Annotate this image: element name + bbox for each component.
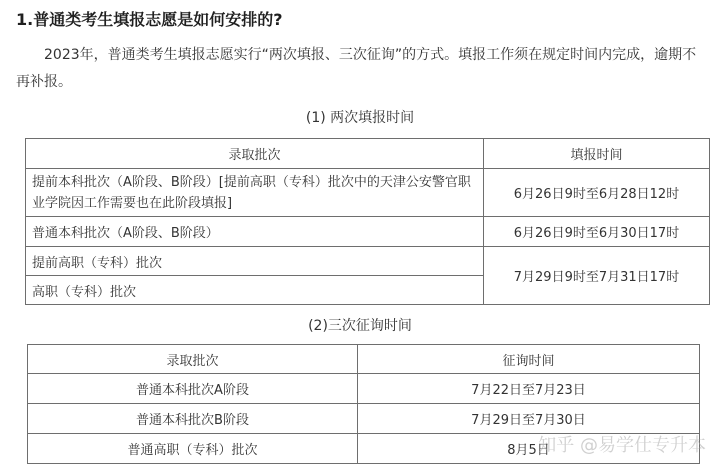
section-heading: 1.普通类考生填报志愿是如何安排的? xyxy=(16,10,283,29)
batch-cell: 提前高职（专科）批次 xyxy=(26,247,484,276)
time-cell: 7月29日至7月30日 xyxy=(358,404,700,434)
watermark: 知乎 @易学仕专升本 xyxy=(538,435,706,456)
batch-cell: 普通本科批次B阶段 xyxy=(28,404,358,434)
table2-caption: (2)三次征询时间 xyxy=(308,318,412,334)
batch-cell: 高职（专科）批次 xyxy=(26,276,484,305)
batch-cell: 提前本科批次（A阶段、B阶段）[提前高职（专科）批次中的天津公安警官职业学院因工作需要也在此阶段填报] xyxy=(26,169,484,217)
batch-cell: 普通高职（专科）批次 xyxy=(28,434,358,464)
time-cell: 8月5日 xyxy=(358,434,700,464)
column-header-time: 征询时间 xyxy=(358,345,700,374)
intro-paragraph: 2023年，普通类考生填报志愿实行“两次填报、三次征询”的方式。填报工作须在规定时间内完成，逾期不再补报。 xyxy=(16,47,697,90)
column-header-time: 填报时间 xyxy=(484,139,710,169)
column-header-batch: 录取批次 xyxy=(26,139,484,169)
filling-time-table xyxy=(25,138,710,305)
batch-cell: 普通本科批次A阶段 xyxy=(28,374,358,404)
time-cell: 7月22日至7月23日 xyxy=(358,374,700,404)
time-cell: 7月29日9时至7月31日17时 xyxy=(484,247,710,305)
batch-cell: 普通本科批次（A阶段、B阶段） xyxy=(26,217,484,247)
table-row xyxy=(26,247,710,276)
table-header-row xyxy=(28,345,700,374)
inquiry-time-table xyxy=(27,344,700,464)
time-cell: 6月26日9时至6月30日17时 xyxy=(484,217,710,247)
table-row xyxy=(26,217,710,247)
time-cell: 6月26日9时至6月28日12时 xyxy=(484,169,710,217)
column-header-batch: 录取批次 xyxy=(28,345,358,374)
table-row xyxy=(28,404,700,434)
table-row xyxy=(28,374,700,404)
table-row xyxy=(28,434,700,464)
table-row xyxy=(26,169,710,217)
table1-caption: (1) 两次填报时间 xyxy=(305,110,415,126)
table-header-row xyxy=(26,139,710,169)
